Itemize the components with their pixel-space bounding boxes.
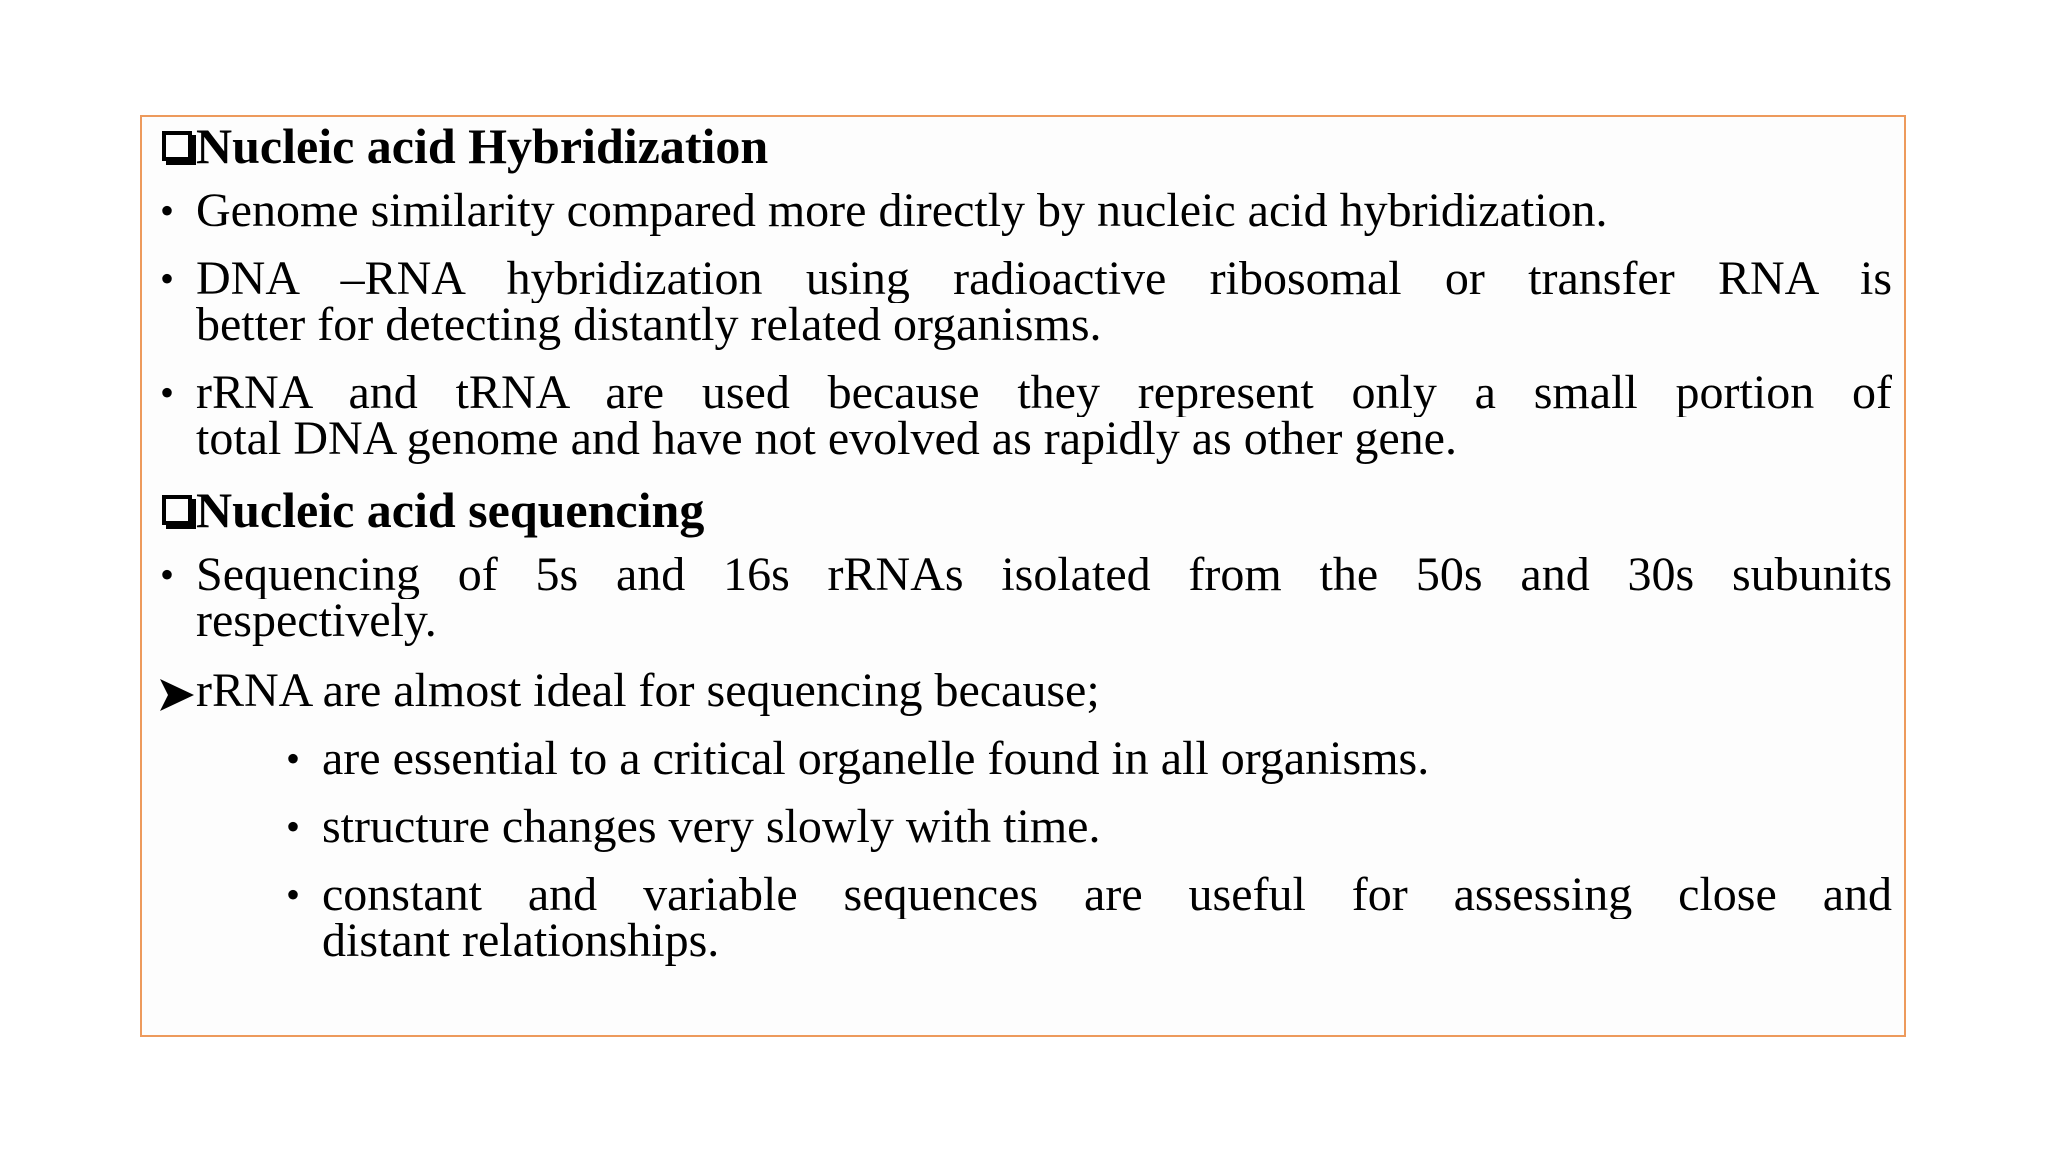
arrow-point-text: rRNA are almost ideal for sequencing because; (196, 664, 1100, 717)
bullet-dot-icon: • (160, 370, 175, 415)
bullet-dot-icon: • (286, 872, 301, 917)
section-heading-sequencing (162, 482, 705, 538)
bullet-text-continued: respectively. (196, 594, 437, 647)
sub-bullet-text: constant and variable sequences are useful for assessing close and (322, 871, 1892, 919)
arrow-bullet-icon (158, 677, 196, 713)
bullet-dot-icon: • (286, 804, 301, 849)
bullet-text: rRNA and tRNA are used because they represent only a small portion of (196, 369, 1892, 417)
bullet-dot-icon: • (160, 552, 175, 597)
arrow-point (158, 664, 1100, 717)
bullet-text-continued: better for detecting distantly related organisms. (196, 298, 1102, 351)
bullet-text: Genome similarity compared more directly by nucleic acid hybridization. (196, 184, 1608, 237)
bullet-text: Sequencing of 5s and 16s rRNAs isolated from the 50s and 30s subunits (196, 551, 1892, 599)
section-heading-text: Nucleic acid sequencing (196, 482, 705, 538)
checkbox-bullet-icon (162, 495, 192, 525)
bullet-dot-icon: • (160, 256, 175, 301)
bullet-text: DNA –RNA hybridization using radioactive ribosomal or transfer RNA is (196, 255, 1892, 303)
sub-bullet-text: are essential to a critical organelle found in all organisms. (322, 732, 1430, 785)
checkbox-bullet-icon (162, 131, 192, 161)
sub-bullet-text: structure changes very slowly with time. (322, 800, 1101, 853)
section-heading-text: Nucleic acid Hybridization (196, 118, 769, 174)
bullet-text-continued: total DNA genome and have not evolved as rapidly as other gene. (196, 412, 1457, 465)
sub-bullet-text-continued: distant relationships. (322, 914, 720, 967)
content-box (140, 115, 1906, 1037)
section-heading-hybridization (162, 118, 769, 174)
bullet-dot-icon: • (160, 188, 175, 233)
bullet-dot-icon: • (286, 736, 301, 781)
